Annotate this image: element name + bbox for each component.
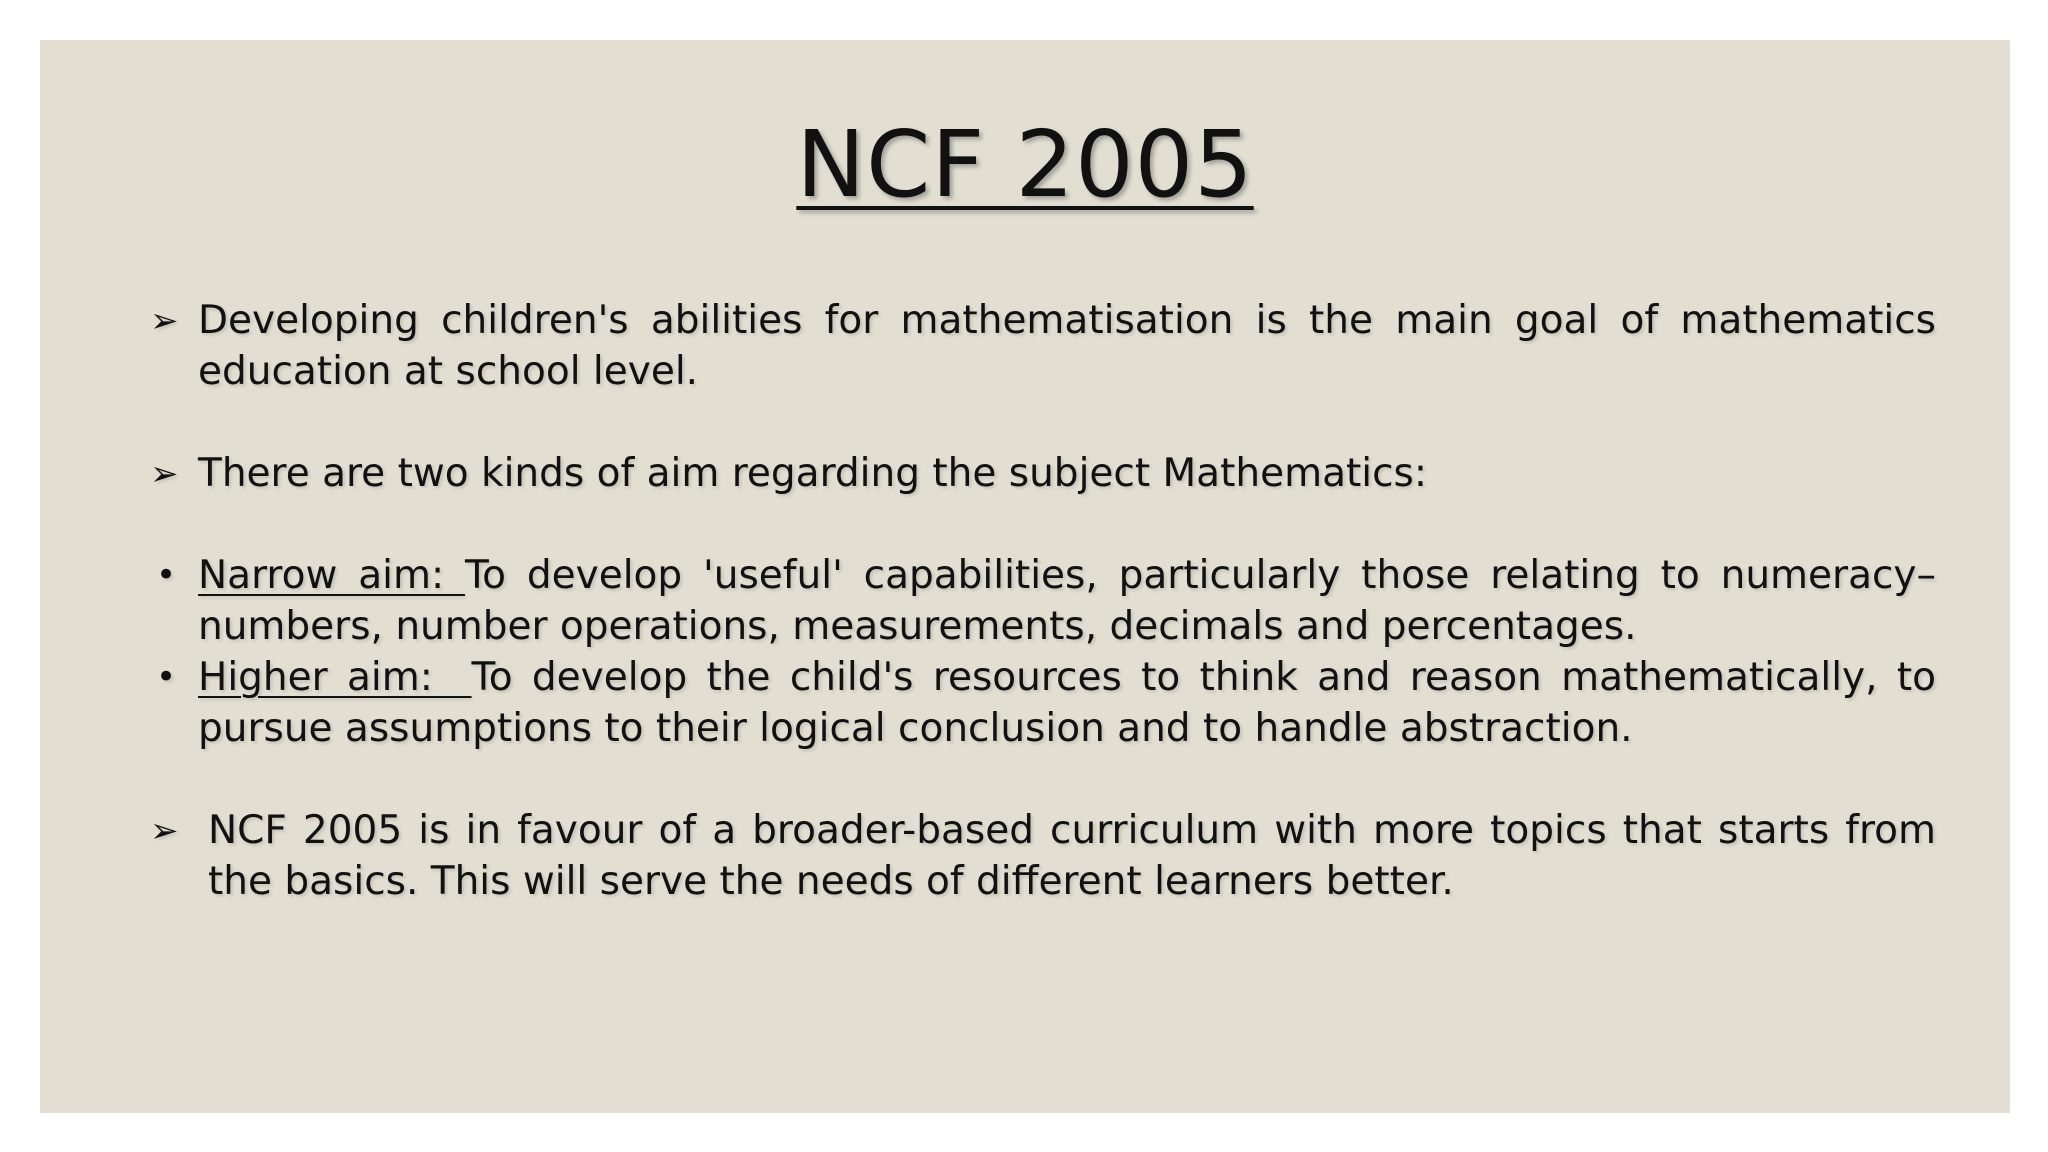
slide: [40, 40, 2010, 1113]
item-text: Developing children's abilities for mathematisation is the main goal of mathematics education at school level.: [198, 298, 1936, 394]
list-item: [150, 805, 1936, 907]
list-item: [150, 652, 1936, 754]
arrowhead-bullet-icon: ➢: [150, 301, 179, 341]
item-text: NCF 2005 is in favour of a broader-based curriculum with more topics that starts from the basics. This will serve the needs of different learners better.: [208, 808, 1936, 904]
slide-title: NCF 2005: [796, 111, 1254, 218]
list-item: [150, 295, 1936, 397]
round-bullet-icon: •: [156, 657, 177, 697]
list-item: [150, 448, 1936, 499]
arrowhead-bullet-icon: ➢: [150, 811, 179, 851]
slide-content: [150, 295, 1936, 907]
item-text: There are two kinds of aim regarding the subject Mathematics:: [198, 451, 1427, 496]
round-bullet-icon: •: [156, 555, 177, 595]
item-text: To develop 'useful' capabilities, particularly those relating to numeracy–numbers, number operations, measurements, decimals and percentages.: [198, 553, 1936, 649]
list-item: [150, 550, 1936, 652]
item-text: To develop the child's resources to think and reason mathematically, to pursue assumptions to their logical conclusion and to handle abstraction.: [198, 655, 1936, 751]
arrowhead-bullet-icon: ➢: [150, 454, 179, 494]
narrow-aim-label: Narrow aim:: [198, 553, 465, 598]
higher-aim-label: Higher aim:: [198, 655, 472, 700]
